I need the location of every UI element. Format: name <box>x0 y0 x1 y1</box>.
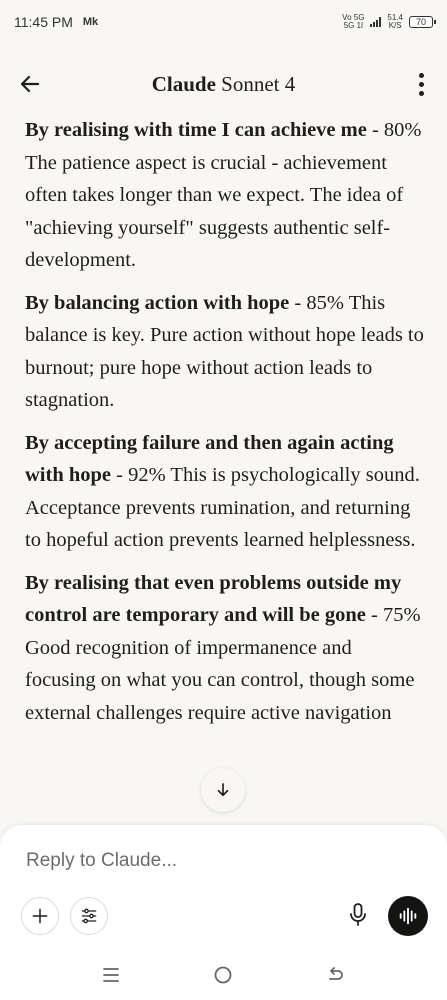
tools-button[interactable] <box>70 897 108 935</box>
brand-name: Claude <box>151 71 216 96</box>
paragraph-heading: By realising with time I can achieve me <box>25 119 367 141</box>
plus-icon <box>30 906 50 926</box>
microphone-icon <box>346 902 370 928</box>
paragraph-heading: By balancing action with hope <box>25 291 290 314</box>
home-circle-icon <box>213 965 233 985</box>
microphone-button[interactable] <box>344 901 372 929</box>
status-time: 11:45 PM <box>14 14 73 30</box>
message-paragraph <box>25 287 425 417</box>
chat-title[interactable] <box>152 72 296 97</box>
paragraph-body: - 75% Good recognition of impermanence and focusing on what you can control, though some external challenges require active navigation <box>25 604 421 724</box>
message-paragraph <box>25 114 425 277</box>
arrow-left-icon <box>18 72 42 96</box>
network-bottom-label: 5G 1l <box>343 21 363 30</box>
paragraph-heading: By accepting failure and then again acting with hope <box>25 431 394 486</box>
more-vertical-icon <box>419 73 424 78</box>
more-options-button[interactable] <box>411 68 431 100</box>
assistant-message <box>25 114 425 819</box>
data-speed-unit: K/S <box>388 21 402 30</box>
scroll-to-bottom-button[interactable] <box>201 768 245 812</box>
signal-icon <box>370 17 381 27</box>
sliders-icon <box>79 906 99 926</box>
composer <box>0 825 447 950</box>
reply-input[interactable] <box>24 845 408 877</box>
status-right <box>342 14 433 30</box>
data-speed-value: 51.4 <box>387 13 403 22</box>
paragraph-heading: By realising that even problems outside my control are temporary and will be gone <box>25 571 402 626</box>
carrier-icon: Mk <box>82 16 99 28</box>
data-speed-indicator <box>387 14 403 30</box>
battery-icon <box>409 16 433 28</box>
message-paragraph <box>25 427 425 557</box>
paragraph-body: - 80% The patience aspect is crucial - achievement often takes longer than we expect. The idea of "achieving yourself" suggests authentic self-development. <box>25 119 422 271</box>
home-button[interactable] <box>208 960 238 990</box>
model-name: Sonnet 4 <box>221 71 296 96</box>
return-arrow-icon <box>325 965 345 985</box>
network-top-label: Vo 5G <box>342 13 365 22</box>
add-attachment-button[interactable] <box>21 897 59 935</box>
message-paragraph <box>25 567 425 730</box>
status-bar <box>0 0 447 44</box>
voice-mode-button[interactable] <box>388 896 428 936</box>
back-button[interactable] <box>14 68 46 100</box>
system-back-button[interactable] <box>320 960 350 990</box>
arrow-down-icon <box>214 781 232 799</box>
paragraph-body: - 85% This balance is key. Pure action without hope leads to burnout; pure hope without action leads to stagnation. <box>25 291 424 411</box>
menu-lines-icon <box>101 966 121 984</box>
chat-header <box>0 60 447 108</box>
voice-waveform-icon <box>397 905 419 927</box>
battery-level: 70 <box>415 17 426 27</box>
status-left <box>14 14 98 30</box>
recent-apps-button[interactable] <box>96 960 126 990</box>
network-indicator <box>342 14 364 30</box>
paragraph-body: - 92% This is psychologically sound. Acceptance prevents rumination, and returning to hopeful action prevents learned helplessness. <box>25 464 420 551</box>
system-navigation-bar <box>0 950 447 1000</box>
